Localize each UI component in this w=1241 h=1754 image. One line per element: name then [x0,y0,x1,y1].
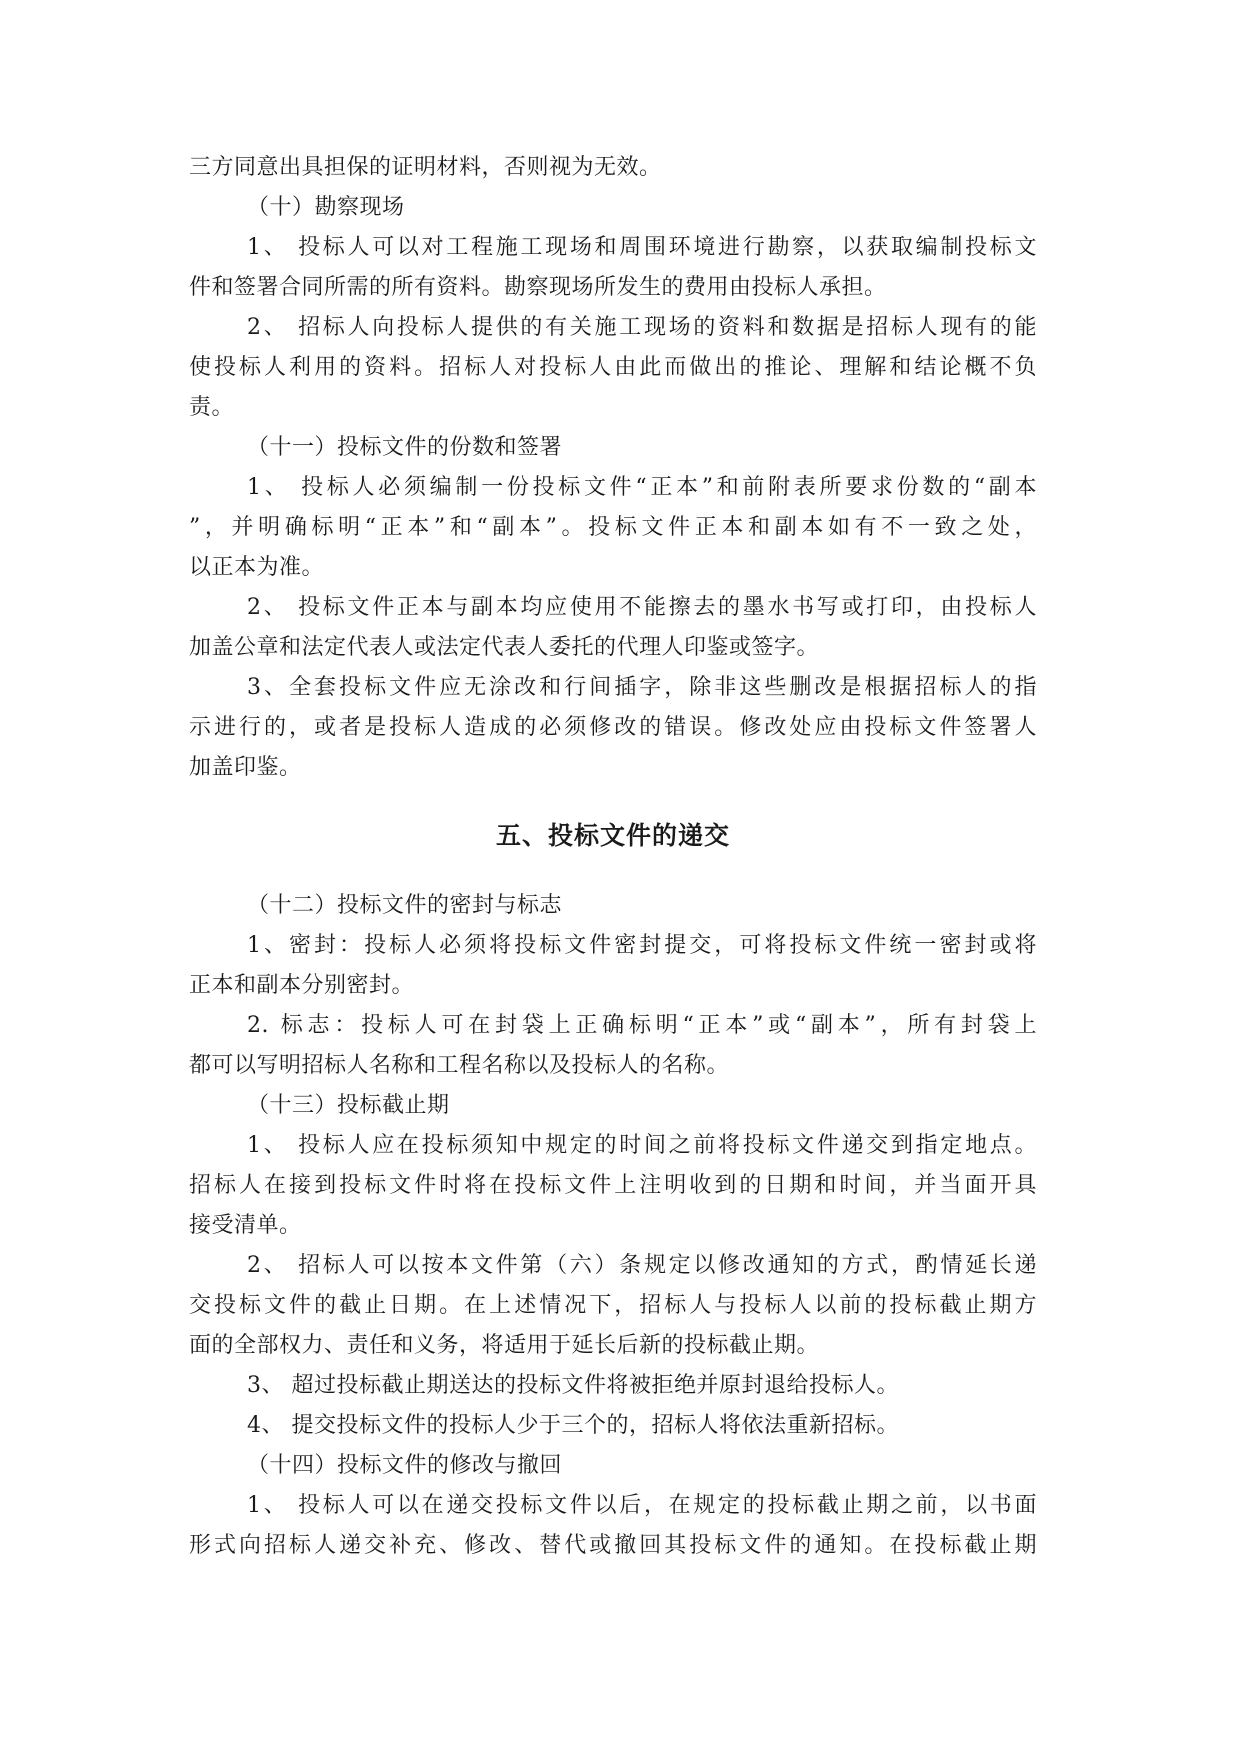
paragraph-line: 以正本为准。 [189,555,325,580]
paragraph-line: 使投标人利用的资料。招标人对投标人由此而做出的推论、理解和结论概不负 [189,355,1037,380]
paragraph-line: 1、 投标人可以对工程施工现场和周围环境进行勘察，以获取编制投标文 [247,235,1037,260]
subsection-title: （十四）投标文件的修改与撤回 [247,1453,563,1478]
paragraph-line: 2、 招标人可以按本文件第（六）条规定以修改通知的方式，酌情延长递 [247,1253,1037,1278]
paragraph-line: ”，并明确标明“正本”和“副本”。投标文件正本和副本如有不一致之处， [189,515,1037,540]
document-body [189,148,1037,1566]
paragraph-line: 1、 投标人可以在递交投标文件以后，在规定的投标截止期之前，以书面 [247,1493,1037,1518]
paragraph-line: 示进行的，或者是投标人造成的必须修改的错误。修改处应由投标文件签署人 [189,715,1037,740]
paragraph-line: 加盖印鉴。 [189,755,302,780]
paragraph-line: 1、 投标人应在投标须知中规定的时间之前将投标文件递交到指定地点。 [247,1133,1037,1158]
subsection-title: （十二）投标文件的密封与标志 [247,893,563,918]
paragraph-line: 3、全套投标文件应无涂改和行间插字，除非这些删改是根据招标人的指 [247,675,1037,700]
paragraph-line: 2. 标志：投标人可在封袋上正确标明“正本”或“副本”，所有封袋上 [247,1013,1037,1038]
paragraph-line: 2、 招标人向投标人提供的有关施工现场的资料和数据是招标人现有的能 [247,315,1037,340]
subsection-title: （十一）投标文件的份数和签署 [247,435,563,460]
paragraph-line: 面的全部权力、责任和义务，将适用于延长后新的投标截止期。 [189,1333,820,1358]
paragraph-line: 责。 [189,395,235,420]
paragraph-line: 三方同意出具担保的证明材料，否则视为无效。 [189,155,662,180]
paragraph-line: 招标人在接到投标文件时将在投标文件上注明收到的日期和时间，并当面开具 [189,1173,1037,1198]
paragraph-line: 都可以写明招标人名称和工程名称以及投标人的名称。 [189,1053,730,1078]
paragraph-line: 形式向招标人递交补充、修改、替代或撤回其投标文件的通知。在投标截止期 [189,1533,1037,1558]
paragraph-line: 2、 投标文件正本与副本均应使用不能擦去的墨水书写或打印，由投标人 [247,595,1037,620]
paragraph-line: 3、 超过投标截止期送达的投标文件将被拒绝并原封退给投标人。 [247,1373,899,1398]
paragraph-line: 4、 提交投标文件的投标人少于三个的，招标人将依法重新招标。 [247,1413,899,1438]
section-heading: 五、投标文件的递交 [495,821,730,850]
subsection-title: （十三）投标截止期 [247,1093,450,1118]
paragraph-line: 接受清单。 [189,1213,302,1238]
paragraph-line: 1、 投标人必须编制一份投标文件“正本”和前附表所要求份数的“副本 [247,475,1037,500]
paragraph-line: 正本和副本分别密封。 [189,973,415,998]
paragraph-line: 交投标文件的截止日期。在上述情况下，招标人与投标人以前的投标截止期方 [189,1293,1037,1318]
paragraph-line: 1、密封：投标人必须将投标文件密封提交，可将投标文件统一密封或将 [247,933,1037,958]
paragraph-line: 加盖公章和法定代表人或法定代表人委托的代理人印鉴或签字。 [189,635,820,660]
subsection-title: （十）勘察现场 [247,195,405,220]
paragraph-line: 件和签署合同所需的所有资料。勘察现场所发生的费用由投标人承担。 [189,275,887,300]
